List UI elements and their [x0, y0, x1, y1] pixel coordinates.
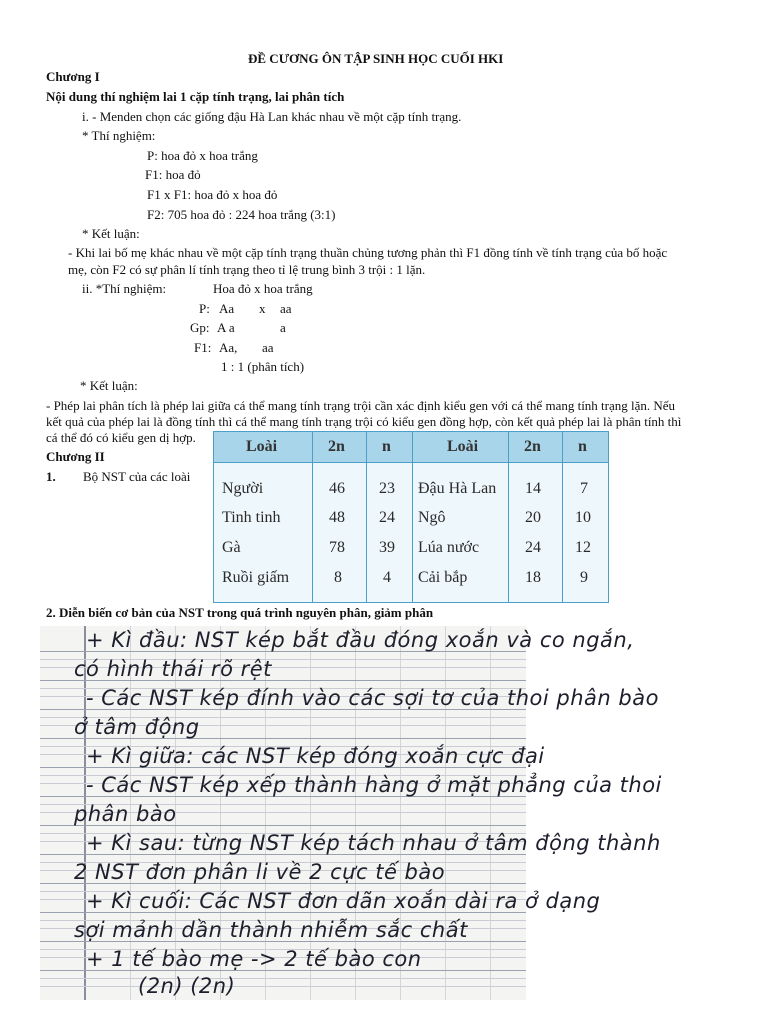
- value-2n-cell: 18: [525, 569, 541, 586]
- species-cell: Cải bắp: [418, 569, 468, 586]
- value-2n-cell: 46: [329, 480, 345, 497]
- ii-f1-genotype: Aa,: [219, 340, 238, 355]
- handwritten-line: - Các NST kép đính vào các sợi tơ của thoi phân bào: [86, 686, 659, 710]
- ii-p-genotype: Aa: [219, 301, 235, 316]
- value-2n-cell: 14: [525, 480, 541, 497]
- species-cell: Đậu Hà Lan: [418, 480, 497, 497]
- handwritten-line: ở tâm động: [74, 715, 200, 739]
- header-2n: 2n: [328, 438, 345, 455]
- ii-gp-gametes: a: [280, 320, 286, 335]
- header-n: n: [382, 438, 391, 455]
- ii-conclusion-text: cá thể đó có kiểu gen dị hợp.: [46, 430, 196, 445]
- handwritten-line: sợi mảnh dần thành nhiễm sắc chất: [74, 918, 468, 942]
- header-2n: 2n: [524, 438, 541, 455]
- experiment-line: F1: hoa đỏ: [145, 167, 201, 182]
- conclusion-text: mẹ, còn F2 có sự phân lí tính trạng theo tỉ lệ trung bình 3 trội : 1 lặn.: [68, 262, 426, 277]
- value-2n-cell: 24: [525, 539, 541, 556]
- conclusion-text: - Khi lai bố mẹ khác nhau về một cặp tính trạng thuần chủng tương phản thì F1 đồng tính về tính trạng của bố hoặc: [68, 245, 668, 260]
- ii-ratio: 1 : 1 (phân tích): [221, 359, 305, 374]
- chapter-1-heading: Chương I: [46, 69, 100, 84]
- value-n-cell: 9: [580, 569, 588, 586]
- experiment-label: * Thí nghiệm:: [82, 128, 156, 143]
- handwritten-line: + Kì cuối: Các NST đơn dãn xoắn dài ra ở dạng: [86, 889, 601, 913]
- value-n-cell: 39: [379, 539, 395, 556]
- value-n-cell: 7: [580, 480, 588, 497]
- handwritten-line: + Kì đầu: NST kép bắt đầu đóng xoắn và co ngắn,: [86, 628, 635, 652]
- ii-f1-genotype: aa: [262, 340, 274, 355]
- item-2-heading: 2. Diễn biến cơ bản của NST trong quá trình nguyên phân, giảm phân: [46, 605, 434, 620]
- nst-table: [213, 431, 609, 603]
- ii-f1-label: F1:: [194, 340, 212, 355]
- page-title: ĐỀ CƯƠNG ÔN TẬP SINH HỌC CUỐI HKI: [248, 51, 504, 66]
- species-cell: Ruồi giấm: [222, 569, 290, 586]
- value-2n-cell: 8: [334, 569, 342, 586]
- handwritten-line: (2n) (2n): [138, 974, 236, 998]
- ii-p-cross-sign: x: [259, 301, 266, 316]
- intro-line: i. - Menden chọn các giống đậu Hà Lan khác nhau về một cặp tính trạng.: [82, 109, 462, 124]
- species-cell: Ngô: [418, 509, 446, 526]
- value-2n-cell: 48: [329, 509, 345, 526]
- ii-p-genotype: aa: [280, 301, 292, 316]
- header-species: Loài: [246, 438, 278, 455]
- handwritten-line: 2 NST đơn phân li về 2 cực tế bào: [74, 860, 446, 884]
- species-cell: Gà: [222, 539, 241, 556]
- chapter-1-subheading: Nội dung thí nghiệm lai 1 cặp tính trạng, lai phân tích: [46, 89, 345, 104]
- ii-experiment-label: ii. *Thí nghiệm:: [82, 281, 167, 296]
- ii-conclusion-text: - Phép lai phân tích là phép lai giữa cá thể mang tính trạng trội cần xác định kiểu gen với cá thể mang tính trạng lặn. Nếu: [46, 398, 676, 413]
- value-n-cell: 23: [379, 480, 395, 497]
- handwritten-line: có hình thái rõ rệt: [74, 657, 272, 681]
- item-1-text: Bộ NST của các loài: [83, 469, 191, 484]
- header-n: n: [578, 438, 587, 455]
- species-cell: Lúa nước: [418, 539, 480, 556]
- ii-gp-gametes: A a: [217, 320, 235, 335]
- value-2n-cell: 20: [525, 509, 541, 526]
- handwritten-line: + 1 tế bào mẹ -> 2 tế bào con: [86, 947, 422, 971]
- handwritten-notes-image: [40, 626, 662, 1000]
- ii-p-label: P:: [199, 301, 210, 316]
- value-n-cell: 12: [575, 539, 591, 556]
- chapter-2-heading: Chương II: [46, 449, 105, 464]
- handwritten-line: phân bào: [74, 802, 177, 826]
- conclusion-label: * Kết luận:: [82, 226, 140, 241]
- nst-table-header: [214, 432, 608, 462]
- experiment-line: P: hoa đỏ x hoa trắng: [147, 148, 258, 163]
- experiment-line: F1 x F1: hoa đỏ x hoa đỏ: [147, 187, 278, 202]
- species-cell: Người: [222, 480, 264, 497]
- handwritten-line: - Các NST kép xếp thành hàng ở mặt phẳng của thoi: [86, 773, 662, 797]
- handwritten-line: + Kì giữa: các NST kép đóng xoắn cực đại: [86, 744, 545, 768]
- ii-conclusion-text: kết quả của phép lai là đồng tính thì cá thể mang tính trạng trội có kiểu gen đồng hợp, còn kết quả phép lai là phân tính thì: [46, 414, 682, 429]
- ii-gp-label: Gp:: [190, 320, 210, 335]
- item-1-number: 1.: [46, 469, 56, 484]
- species-cell: Tinh tinh: [222, 509, 281, 526]
- value-n-cell: 4: [383, 569, 391, 586]
- ii-cross: Hoa đỏ x hoa trắng: [213, 281, 313, 296]
- handwritten-line: + Kì sau: từng NST kép tách nhau ở tâm động thành: [86, 831, 661, 855]
- experiment-line: F2: 705 hoa đỏ : 224 hoa trắng (3:1): [147, 207, 336, 222]
- value-n-cell: 10: [575, 509, 591, 526]
- value-2n-cell: 78: [329, 539, 345, 556]
- value-n-cell: 24: [379, 509, 395, 526]
- header-species: Loài: [447, 438, 479, 455]
- ii-conclusion-label: * Kết luận:: [80, 378, 138, 393]
